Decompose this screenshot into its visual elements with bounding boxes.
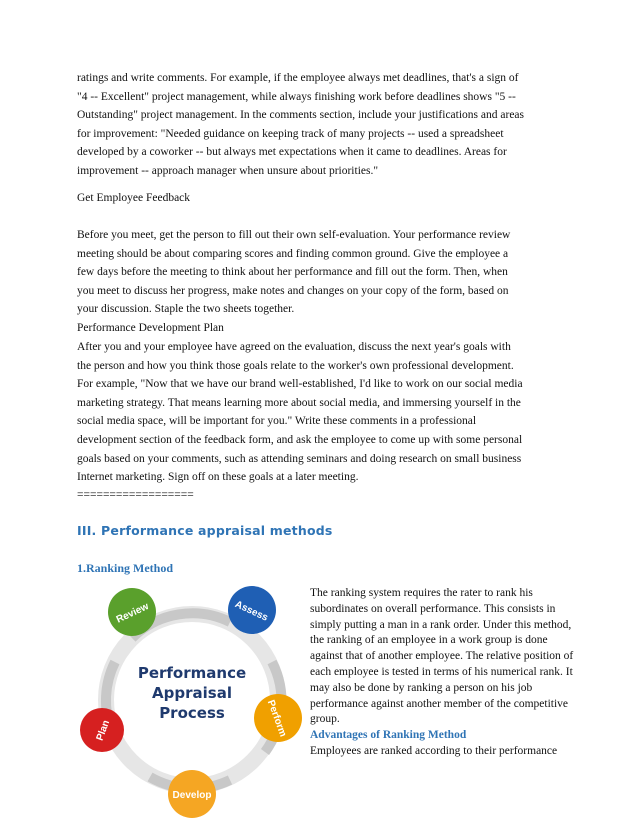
intro-line: Outstanding" project management. In the comments section, include your justifications and areas: [77, 109, 525, 122]
ranking-line: simply putting a man in a rank order. Under this method,: [310, 618, 572, 631]
plan-line: development section of the feedback form, and ask the employee to come up with some personal: [77, 433, 523, 446]
ranking-line: may also be done by ranking a person on his job: [310, 681, 533, 694]
stage-label-review: Review: [114, 601, 151, 626]
plan-line: social media space, will be important for you." Write these comments in a professional: [77, 415, 477, 428]
stage-perform: [254, 694, 302, 742]
plan-line: For example, "Now that we have our brand well-established, I'd like to work on our social media: [77, 378, 523, 391]
feedback-line: Before you meet, get the person to fill out their own self-evaluation. Your performance review: [77, 229, 511, 241]
feedback-section-title: [77, 189, 577, 208]
ranking-line: group.: [310, 713, 340, 726]
intro-line: ratings and write comments. For example, if the employee always met deadlines, that's a sign of: [77, 72, 519, 84]
advantages-line: Employees are ranked according to their performance: [310, 744, 558, 757]
separator: ==================: [77, 489, 194, 501]
stage-plan: [80, 708, 124, 752]
ranking-line: The ranking system requires the rater to rank his: [310, 587, 533, 599]
stage-label-plan: Plan: [94, 718, 113, 743]
plan-line: Internet marketing. Sign off on these goals at a later meeting.: [77, 471, 359, 484]
ranking-line: subordinates on overall performance. This consists in: [310, 602, 556, 615]
stage-assess: [228, 586, 276, 634]
ranking-line: the ranking of an employee in a work group is done: [310, 634, 548, 647]
intro-line: improvement -- approach manager when unsure about priorities.": [77, 164, 379, 177]
ranking-method-heading: 1.Ranking Method: [77, 561, 174, 575]
stage-label-develop: Develop: [172, 790, 212, 801]
plan-line: goals based on your comments, such as attending seminars and doing research on small business: [77, 452, 522, 465]
section-heading: III. Performance appraisal methods: [77, 523, 333, 538]
ranking-line: performance against another member of the competitive: [310, 697, 569, 710]
feedback-line: Performance Development Plan: [77, 321, 224, 334]
feedback-line: you meet to discuss her progress, make notes and changes on your copy of the form, based on: [77, 284, 509, 297]
plan-line: marketing strategy. That means learning more about social media, and immersing yourself in the: [77, 396, 521, 409]
performance-appraisal-diagram: [80, 582, 304, 822]
ranking-description: [310, 586, 580, 760]
ranking-line: against that of another employee. The relative position of: [310, 650, 574, 663]
feedback-line: meeting should be about comparing scores and finding common ground. Give the employee a: [77, 247, 509, 260]
feedback-line: few days before the meeting to think about her performance and fill out the form. Then, when: [77, 266, 508, 279]
plan-line: After you and your employee have agreed on the evaluation, discuss the next year's goals with: [77, 341, 511, 353]
ranking-line: each employee is tested in terms of his numerical rank. It: [310, 665, 573, 678]
stage-review: [108, 588, 156, 636]
plan-line: the person and how you think those goals relate to the worker's own professional development.: [77, 359, 514, 372]
separator-line: [77, 486, 577, 505]
intro-line: "4 -- Excellent" project management, while always finishing work before deadlines shows "5 --: [77, 90, 516, 103]
advantages-heading: Advantages of Ranking Method: [310, 729, 467, 742]
plan-paragraph: [77, 338, 577, 487]
intro-line: developed by a coworker -- but always met expectations when it came to deadlines. Areas for: [77, 146, 507, 159]
feedback-title: Get Employee Feedback: [77, 192, 191, 204]
stage-label-assess: Assess: [233, 598, 270, 624]
feedback-line: your discussion. Staple the two sheets together.: [77, 303, 295, 316]
center-text-line-1: Performance: [137, 664, 247, 682]
stage-label-perform: Perform: [264, 698, 289, 739]
intro-paragraph: [77, 69, 577, 181]
stage-develop: [168, 770, 216, 818]
feedback-paragraph: [77, 226, 577, 338]
intro-line: for improvement: "Needed guidance on keeping track of many projects -- used a spreadsheet: [77, 127, 504, 140]
center-text-line-2: Appraisal: [152, 684, 232, 702]
center-text-line-3: Process: [159, 704, 225, 722]
